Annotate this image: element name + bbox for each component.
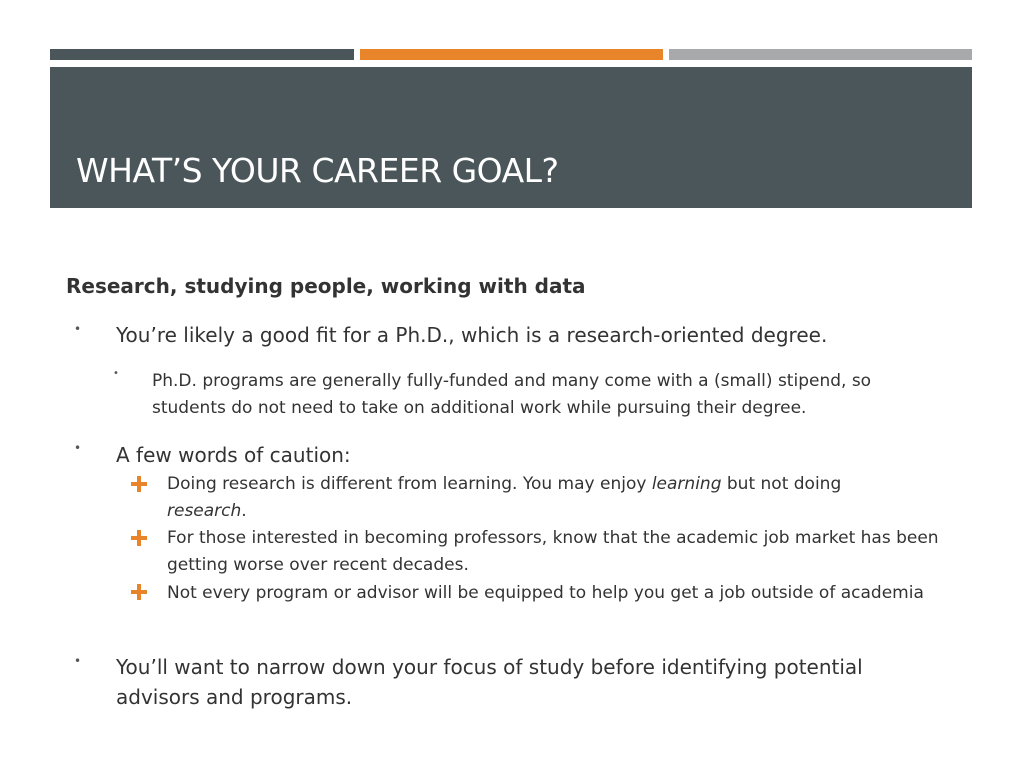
plus-icon	[129, 528, 149, 548]
slide-title: WHAT’S YOUR CAREER GOAL?	[76, 151, 559, 190]
bullet-1-sub-text: Ph.D. programs are generally fully-funded and many come with a (small) stipend, so students do not need to take on additional work while pursuing their degree.	[152, 371, 872, 418]
caution-item-1-emphasis: learning	[651, 474, 722, 494]
plus-icon	[129, 474, 149, 494]
caution-item-1-emphasis: research	[167, 501, 242, 521]
bullet-dot-icon: •	[74, 654, 82, 668]
bullet-2-text: A few words of caution:	[116, 443, 351, 467]
caution-item-2: For those interested in becoming professors, know that the academic job market has been getting worse over recent decades.	[167, 528, 939, 575]
caution-item-1-text: .	[241, 501, 247, 521]
bullet-dot-icon: •	[74, 441, 82, 455]
bullet-1-text: You’re likely a good fit for a Ph.D., which is a research-oriented degree.	[116, 323, 828, 347]
plus-icon	[129, 582, 149, 602]
bullet-3-text: You’ll want to narrow down your focus of study before identifying potential advisors and programs.	[116, 655, 863, 709]
sub-bullet-dot-icon: •	[113, 368, 119, 379]
caution-item-1	[167, 471, 967, 525]
caution-item-1-text: but not doing	[721, 474, 842, 494]
caution-item-1-text: Doing research is different from learning. You may enjoy	[167, 474, 652, 494]
caution-item-3: Not every program or advisor will be equipped to help you get a job outside of academia	[167, 583, 924, 603]
section-heading: Research, studying people, working with data	[66, 274, 586, 298]
bullet-dot-icon: •	[74, 322, 82, 336]
